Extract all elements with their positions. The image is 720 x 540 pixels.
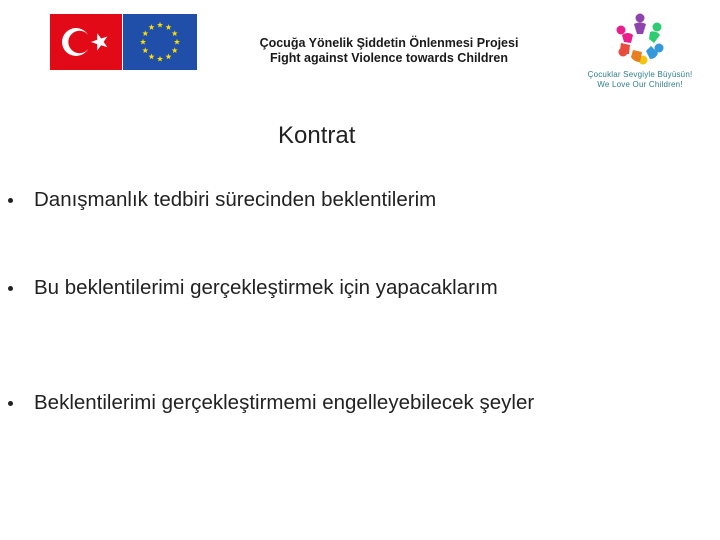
bullet-text: Bu beklentilerimi gerçekleştirmek için yapacaklarım [34,276,498,299]
bullet-text: Beklentilerimi gerçekleştirmemi engelleyebilecek şeyler [34,391,535,414]
eu-flag-icon [123,14,197,70]
bullet-dot [8,198,13,203]
slogan-en: We Love Our Children! [597,80,683,89]
turkish-flag-icon [50,14,122,70]
bullet-dot [8,401,13,406]
slogan-tr: Çocuklar Sevgiyle Büyüsün! [587,70,693,79]
project-title-en: Fight against Violence towards Children [269,51,508,65]
bullet-item [5,391,534,415]
slide-title: Kontrat [278,122,356,149]
bullet-item [5,276,498,300]
bullet-item [5,188,436,212]
project-title-tr: Çocuğa Yönelik Şiddetin Önlenmesi Projesi [259,36,519,50]
bullet-text: Danışmanlık tedbiri sürecinden beklentilerim [34,188,437,211]
slogan [572,70,708,90]
bullet-dot [8,286,13,291]
children-logo-icon [612,12,668,66]
